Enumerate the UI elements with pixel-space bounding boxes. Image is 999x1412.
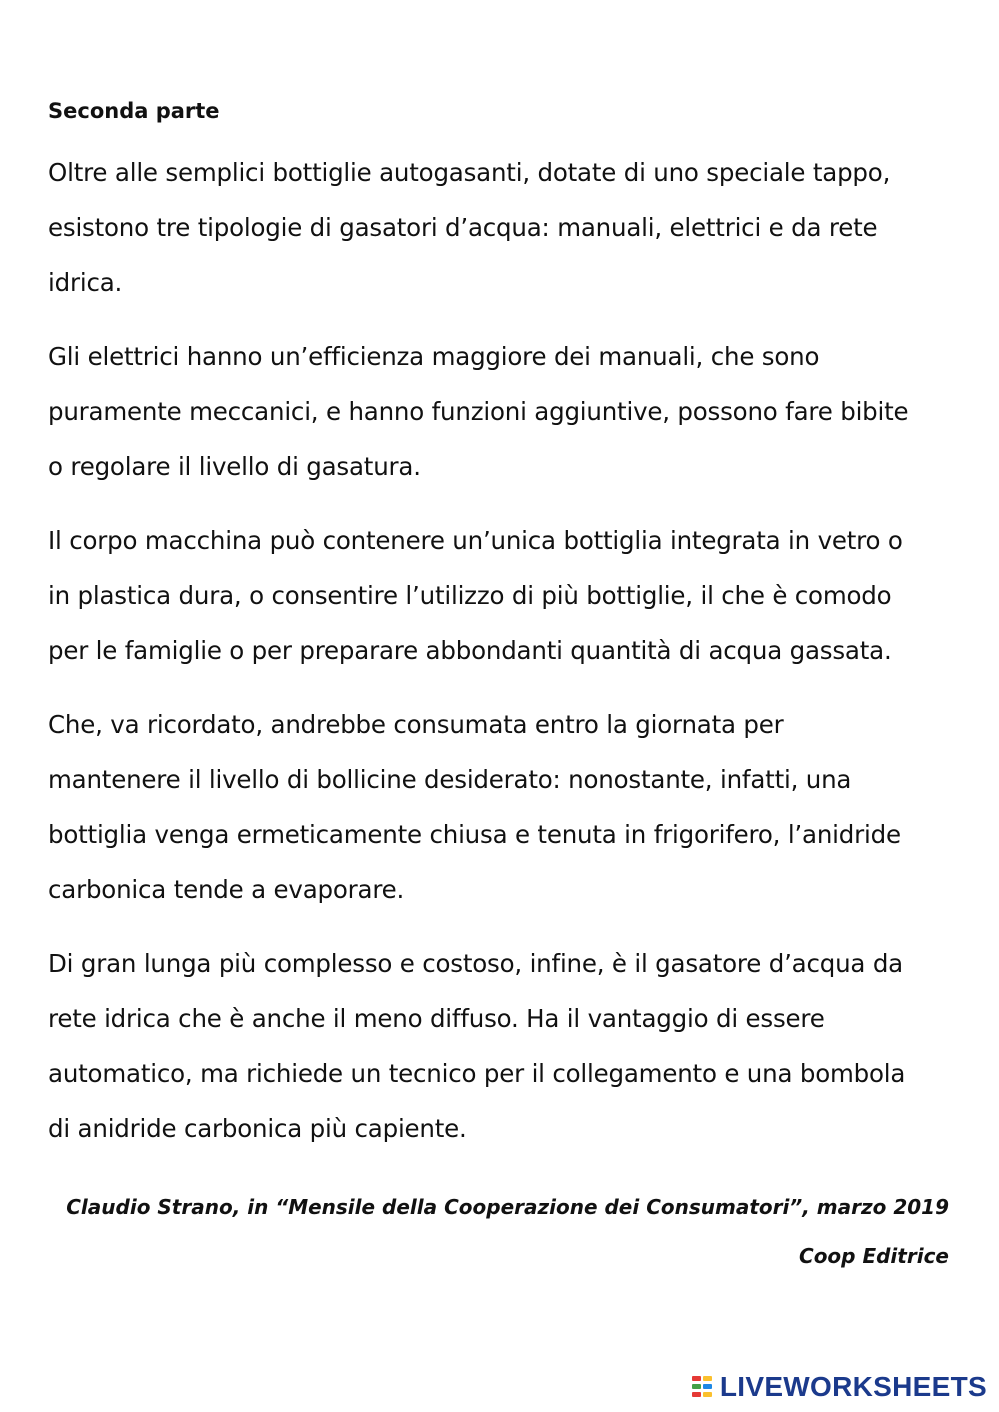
text-line: Che, va ricordato, andrebbe consumata entro la giornata per	[48, 710, 784, 739]
liveworksheets-brand	[692, 1370, 987, 1404]
citation	[66, 1183, 949, 1281]
paragraph-4	[48, 697, 948, 917]
logo-block-yellow-2	[703, 1392, 712, 1397]
text-line: esistono tre tipologie di gasatori d’acqua: manuali, elettrici e da rete	[48, 213, 878, 242]
text-line: Di gran lunga più complesso e costoso, infine, è il gasatore d’acqua da	[48, 949, 903, 978]
text-line: di anidride carbonica più capiente.	[48, 1114, 467, 1143]
logo-block-yellow	[703, 1376, 712, 1381]
text-line: o regolare il livello di gasatura.	[48, 452, 421, 481]
text-line: Gli elettrici hanno un’efficienza maggiore dei manuali, che sono	[48, 342, 820, 371]
text-line: automatico, ma richiede un tecnico per il collegamento e una bombola	[48, 1059, 906, 1088]
logo-block-green	[692, 1384, 701, 1389]
citation-source: Claudio Strano, in “Mensile della Cooperazione dei Consumatori”, marzo 2019	[66, 1195, 949, 1219]
logo-block-red-2	[692, 1392, 701, 1397]
article-body	[48, 145, 948, 1175]
paragraph-3	[48, 513, 948, 678]
logo-block-blue	[703, 1384, 712, 1389]
text-line: idrica.	[48, 268, 123, 297]
text-line: Oltre alle semplici bottiglie autogasanti, dotate di uno speciale tappo,	[48, 158, 891, 187]
brand-name: LIVEWORKSHEETS	[719, 1371, 987, 1402]
liveworksheets-logo-icon	[692, 1374, 716, 1400]
paragraph-5	[48, 936, 948, 1156]
paragraph-2	[48, 329, 948, 494]
logo-block-red	[692, 1376, 701, 1381]
text-line: in plastica dura, o consentire l’utilizzo di più bottiglie, il che è comodo	[48, 581, 892, 610]
text-line: Il corpo macchina può contenere un’unica bottiglia integrata in vetro o	[48, 526, 903, 555]
paragraph-1	[48, 145, 948, 310]
text-line: carbonica tende a evaporare.	[48, 875, 405, 904]
citation-publisher: Coop Editrice	[799, 1244, 949, 1268]
text-line: bottiglia venga ermeticamente chiusa e tenuta in frigorifero, l’anidride	[48, 820, 901, 849]
text-line: rete idrica che è anche il meno diffuso. Ha il vantaggio di essere	[48, 1004, 825, 1033]
section-title: Seconda parte	[48, 99, 220, 123]
text-line: puramente meccanici, e hanno funzioni aggiuntive, possono fare bibite	[48, 397, 909, 426]
text-line: per le famiglie o per preparare abbondanti quantità di acqua gassata.	[48, 636, 892, 665]
text-line: mantenere il livello di bollicine desiderato: nonostante, infatti, una	[48, 765, 852, 794]
